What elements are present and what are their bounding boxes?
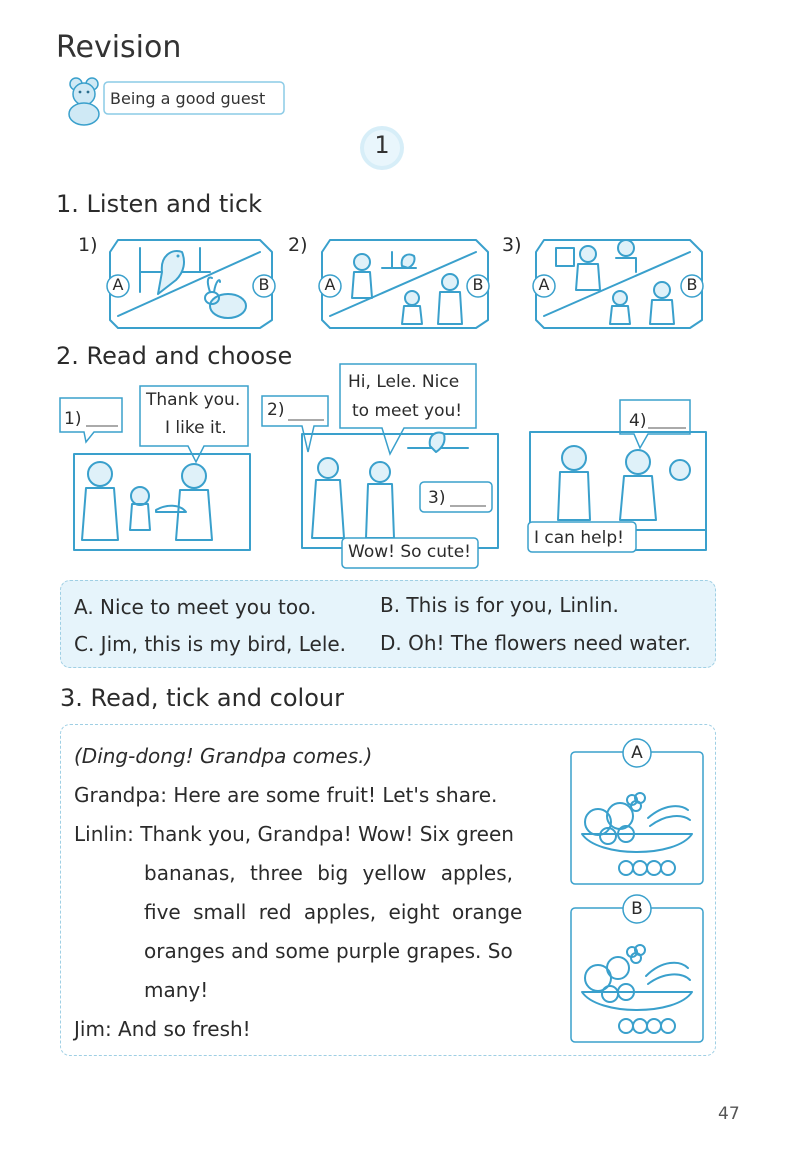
choice-a-label: A [631, 743, 643, 763]
section2-heading: 2. Read and choose [56, 342, 293, 370]
children-with-bird-icon [352, 252, 462, 324]
story-line: Jim: And so fresh! [74, 1017, 251, 1041]
choice-b-label: B [631, 899, 643, 919]
story-line: Linlin: Thank you, Grandpa! Wow! Six green [74, 822, 514, 846]
option-b-circle[interactable]: B [258, 275, 270, 294]
choose-blank-1[interactable]: 1) [64, 409, 82, 429]
section3-heading: 3. Read, tick and colour [60, 684, 344, 712]
listen-item-3-number: 3) [502, 234, 522, 256]
option-b-circle[interactable]: B [472, 275, 484, 294]
parrot-icon [140, 248, 210, 294]
option-b-circle[interactable]: B [686, 275, 698, 294]
option-b: B. This is for you, Linlin. [380, 593, 619, 617]
listen-item-2-number: 2) [288, 234, 308, 256]
story-line: bananas, three big yellow apples, [144, 861, 514, 885]
unit-number: 1 [374, 131, 390, 159]
story-line: (Ding-dong! Grandpa comes.) [74, 744, 373, 768]
page-title: Revision [56, 30, 182, 65]
bubble-text: Thank you. [146, 390, 241, 410]
story-line: oranges and some purple grapes. So [144, 939, 513, 963]
choose-blank-4[interactable]: 4) [629, 411, 647, 431]
story-line: many! [144, 978, 209, 1002]
choose-picture-2 [258, 362, 518, 572]
choose-blank-3[interactable]: 3) [428, 488, 446, 508]
caption-text: I can help! [534, 528, 624, 548]
section1-heading: 1. Listen and tick [56, 190, 263, 218]
listen-picture-1 [100, 232, 280, 332]
bubble-text: Hi, Lele. Nice [348, 372, 460, 392]
kids-with-flowers-icon [530, 446, 706, 530]
caption-text: Wow! So cute! [348, 542, 471, 562]
listen-item-1-number: 1) [78, 234, 98, 256]
kids-with-teddy-icon [82, 462, 212, 540]
option-a: A. Nice to meet you too. [74, 595, 317, 619]
rabbit-icon [205, 278, 246, 318]
option-d: D. Oh! The flowers need water. [380, 631, 691, 655]
option-a-circle[interactable]: A [324, 275, 336, 294]
choose-blank-2[interactable]: 2) [267, 400, 285, 420]
teddy-bear-icon [69, 78, 99, 125]
option-a-circle[interactable]: A [538, 275, 550, 294]
story-line: Grandpa: Here are some fruit! Let's share. [74, 783, 498, 807]
page-number: 47 [718, 1104, 740, 1124]
story-text [74, 737, 522, 1049]
theme-label: Being a good guest [110, 89, 266, 108]
story-line: five small red apples, eight orange [144, 900, 523, 924]
children-greeting-icon [556, 240, 674, 324]
bubble-text: to meet you! [352, 401, 463, 421]
option-a-circle[interactable]: A [112, 275, 124, 294]
option-c: C. Jim, this is my bird, Lele. [74, 632, 347, 656]
bubble-text: I like it. [165, 418, 227, 438]
